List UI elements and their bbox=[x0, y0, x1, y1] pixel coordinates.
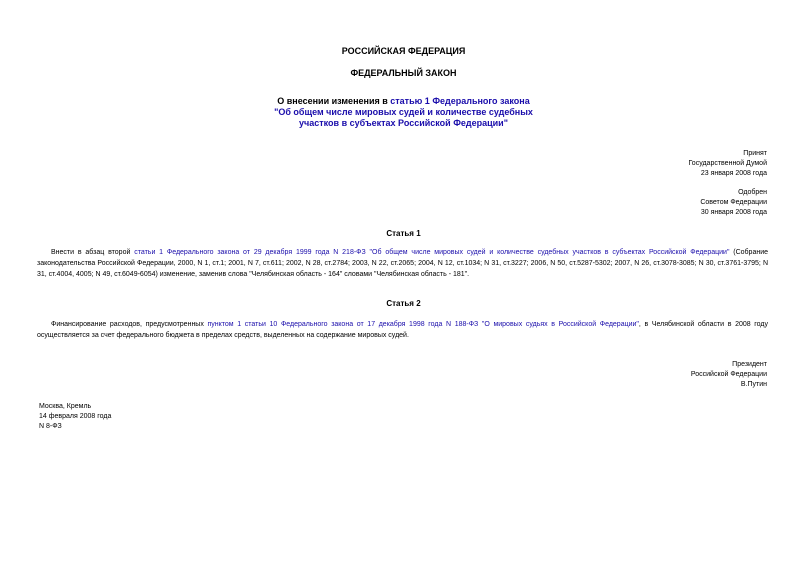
law-type-heading: ФЕДЕРАЛЬНЫЙ ЗАКОН bbox=[350, 68, 457, 78]
law-name-link-part-2[interactable]: участков в субъектах Российской Федерации" bbox=[299, 118, 508, 128]
article-1-link[interactable]: статью 1 Федерального закона bbox=[390, 96, 530, 106]
law-title-line-2 bbox=[0, 107, 807, 118]
place: Москва, Кремль bbox=[39, 403, 92, 410]
law-title-line-3 bbox=[0, 118, 807, 129]
law-title-prefix: О внесении изменения в bbox=[277, 96, 391, 106]
approved-body: Советом Федерации bbox=[700, 199, 767, 206]
article-1-text bbox=[37, 247, 768, 280]
approved-date: 30 января 2008 года bbox=[700, 209, 767, 216]
law-title-line-1 bbox=[0, 96, 807, 107]
article-2-text-before: Финансирование расходов, предусмотренных bbox=[51, 321, 208, 328]
law-name-link-part-1[interactable]: "Об общем числе мировых судей и количестве судебных bbox=[274, 107, 533, 117]
article-2-heading: Статья 2 bbox=[386, 299, 421, 308]
signature-name: В.Путин bbox=[740, 381, 767, 388]
article-1-text-before: Внести в абзац второй bbox=[51, 249, 135, 256]
signature-title: Президент bbox=[732, 361, 767, 368]
article-2-text bbox=[37, 319, 768, 341]
article-1-text-after: (Собрание законодательства Российской Федерации, 2000, N 1, ст.1; 2001, N 7, ст.611; 2002, N 28, ст.2784; 2003, N 22, ст.2065; 2004, N 12, ст.1034; N 31, ст.3227; 2006, N 50, ст.5287-5302; 2007, N 26, ст.3078-3085; N 30, ст.3761-3795; N 31, ст.4004, 4005; N 49, ст.6049-6054) изменение, заменив слова "Челябинская область - 164" словами "Челябинская область - 181". bbox=[37, 249, 769, 278]
signature-country: Российской Федерации bbox=[690, 371, 767, 378]
law-number: N 8-ФЗ bbox=[39, 423, 62, 430]
article-2-law-link[interactable]: пунктом 1 статьи 10 Федерального закона от 17 декабря 1998 года N 188-ФЗ "О мировых судьях в Российской Федерации" bbox=[207, 321, 639, 328]
article-1-heading: Статья 1 bbox=[386, 229, 421, 238]
signing-date: 14 февраля 2008 года bbox=[39, 413, 112, 420]
place-date-block bbox=[39, 402, 111, 432]
article-1-law-link[interactable]: статьи 1 Федерального закона от 29 декабря 1999 года N 218-ФЗ "Об общем числе мировых судей и количестве судебных участков в субъектах Российской Федерации" bbox=[134, 249, 730, 256]
adopted-block bbox=[688, 149, 767, 179]
article-2-text-after: , в Челябинской области в 2008 году осуществляется за счет федерального бюджета в пределах средств, выделенных на содержание мировых судей. bbox=[37, 321, 768, 339]
country-heading: РОССИЙСКАЯ ФЕДЕРАЦИЯ bbox=[341, 46, 466, 56]
law-title bbox=[0, 96, 807, 129]
approved-block bbox=[700, 188, 767, 218]
signature-block bbox=[691, 360, 767, 390]
adopted-label: Принят bbox=[743, 150, 767, 157]
adopted-body: Государственной Думой bbox=[688, 160, 767, 167]
adopted-date: 23 января 2008 года bbox=[700, 170, 767, 177]
approved-label: Одобрен bbox=[738, 189, 767, 196]
